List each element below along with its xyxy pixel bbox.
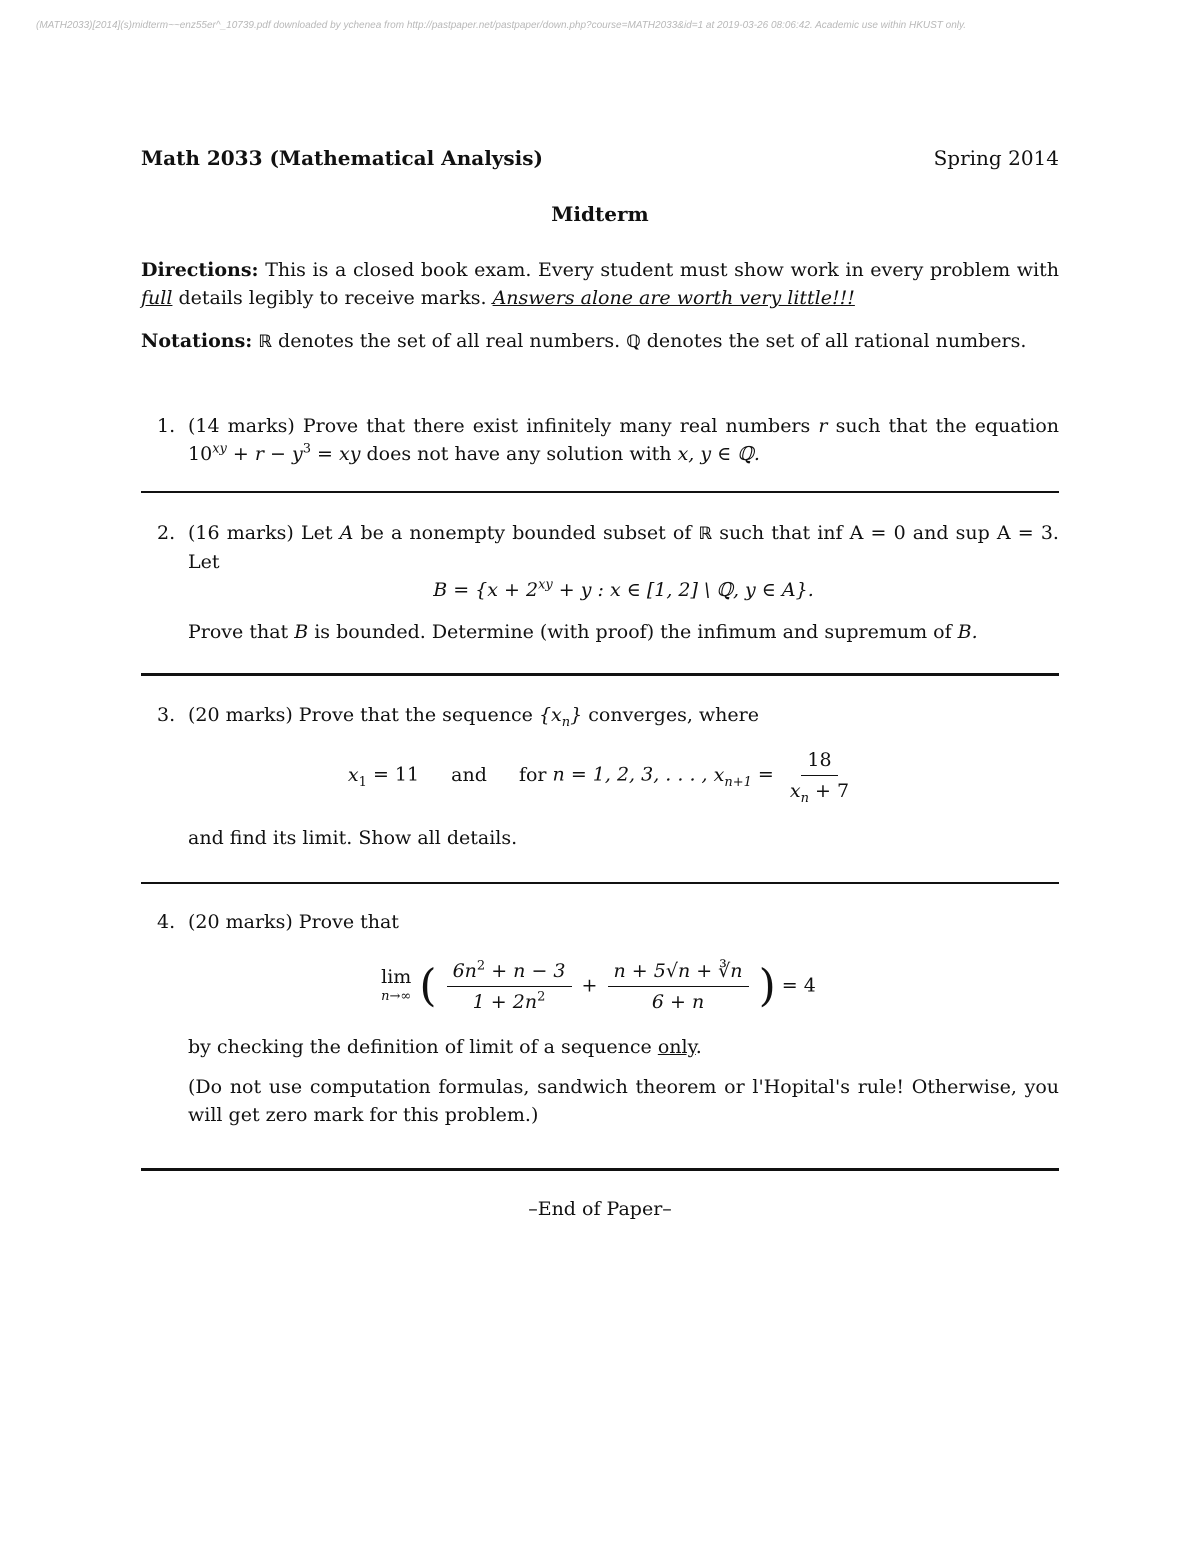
directions-text-2: details legibly to receive marks.	[172, 287, 493, 309]
problem-number: 1.	[157, 415, 176, 437]
recurrence: $x_1 = 11$ and for n = 1, 2, 3, . . . , $x_{n+1}$ = $\frac{18}{x_n + 7}$	[148, 747, 1059, 804]
real-symbol: ℝ	[258, 332, 272, 352]
directions-label: Directions:	[141, 259, 259, 281]
problem-text: Let	[188, 551, 220, 573]
problem-text: be a nonempty bounded subset of	[360, 522, 692, 544]
math-var: r	[818, 415, 828, 437]
problem-text: Let	[300, 522, 333, 544]
directions-emphasis: Answers alone are worth very little!!!	[492, 287, 855, 309]
problem-2	[141, 519, 1059, 646]
limit-expression: lim n→∞ ( $\frac{6n^2 + n - 3}{1 + 2n^2}$ + $\frac{n + 5√n + ∛n}{6 + n}$ ) = 4	[381, 958, 816, 1013]
problem-number: 2.	[157, 522, 176, 544]
notations-text: denotes the set of all real numbers.	[278, 330, 621, 352]
problem-text: converges, where	[588, 704, 759, 726]
exam-header	[141, 144, 1059, 173]
problem-1	[141, 412, 1059, 468]
problem-marks: (20 marks)	[188, 704, 293, 726]
divider	[141, 491, 1059, 493]
equation: $10^{xy} + r - y^3$ = xy	[188, 441, 361, 465]
fraction: $\frac{18}{x_n + 7}$	[789, 749, 850, 806]
problem-text: such that the equation	[835, 415, 1060, 437]
rational-symbol: ℚ	[626, 332, 641, 352]
problem-task: by checking the definition of limit of a sequence only.	[188, 1036, 702, 1058]
math-condition: x, y ∈ ℚ.	[677, 443, 760, 465]
problem-text: does not have any solution with	[366, 443, 672, 465]
problem-text: Prove that	[298, 911, 399, 933]
problem-task: and find its limit. Show all details.	[188, 827, 518, 849]
divider	[141, 1168, 1059, 1171]
problem-text: and	[912, 522, 949, 544]
problem-marks: (20 marks)	[188, 911, 293, 933]
directions-text-1: This is a closed book exam. Every student must show work in every problem with	[258, 259, 1059, 281]
problem-3	[141, 701, 1059, 852]
directions	[141, 256, 1059, 312]
math-inf: inf A = 0	[817, 522, 906, 544]
notations-text-2: denotes the set of all rational numbers.	[646, 330, 1027, 352]
problem-marks: (14 marks)	[188, 415, 295, 437]
notations-label: Notations:	[141, 330, 253, 352]
problem-number: 4.	[157, 911, 176, 933]
problem-note: (Do not use computation formulas, sandwich theorem or l'Hopital's rule! Otherwise, you will get zero mark for this problem.)	[188, 1076, 1059, 1126]
problem-text: Prove that the sequence	[298, 704, 533, 726]
math-var: A	[339, 522, 354, 544]
real-symbol: ℝ	[698, 524, 713, 544]
exam-title: Midterm	[551, 202, 649, 226]
download-watermark: (MATH2033)[2014](s)midterm~~enz55er^_10739.pdf downloaded by ychenea from http://pastpaper.net/pastpaper/down.php?course=MATH2033&id=1 at 2019-03-26 08:06:42. Academic use within HKUST only.	[36, 20, 967, 31]
sequence: $\{x_n\}$	[538, 704, 583, 730]
math-sup: sup A = 3.	[955, 522, 1059, 544]
problem-text: Prove that there exist infinitely many real numbers	[302, 415, 811, 437]
problem-number: 3.	[157, 704, 176, 726]
problem-4	[141, 908, 1059, 1129]
directions-full: full	[141, 287, 173, 309]
end-of-paper: –End of Paper–	[528, 1198, 672, 1220]
problem-text: such that	[719, 522, 811, 544]
semester: Spring 2014	[933, 146, 1059, 170]
notations	[141, 327, 1059, 356]
divider	[141, 673, 1059, 676]
divider	[141, 882, 1059, 884]
course-title: Math 2033 (Mathematical Analysis)	[141, 146, 544, 170]
problem-task: Prove that B is bounded. Determine (with proof) the infimum and supremum of B.	[188, 621, 978, 643]
problem-marks: (16 marks)	[188, 522, 294, 544]
set-definition: $B = \{x + 2^{xy} + y$ : x ∈ [1, 2] \ ℚ, y ∈ A}.	[433, 577, 814, 601]
